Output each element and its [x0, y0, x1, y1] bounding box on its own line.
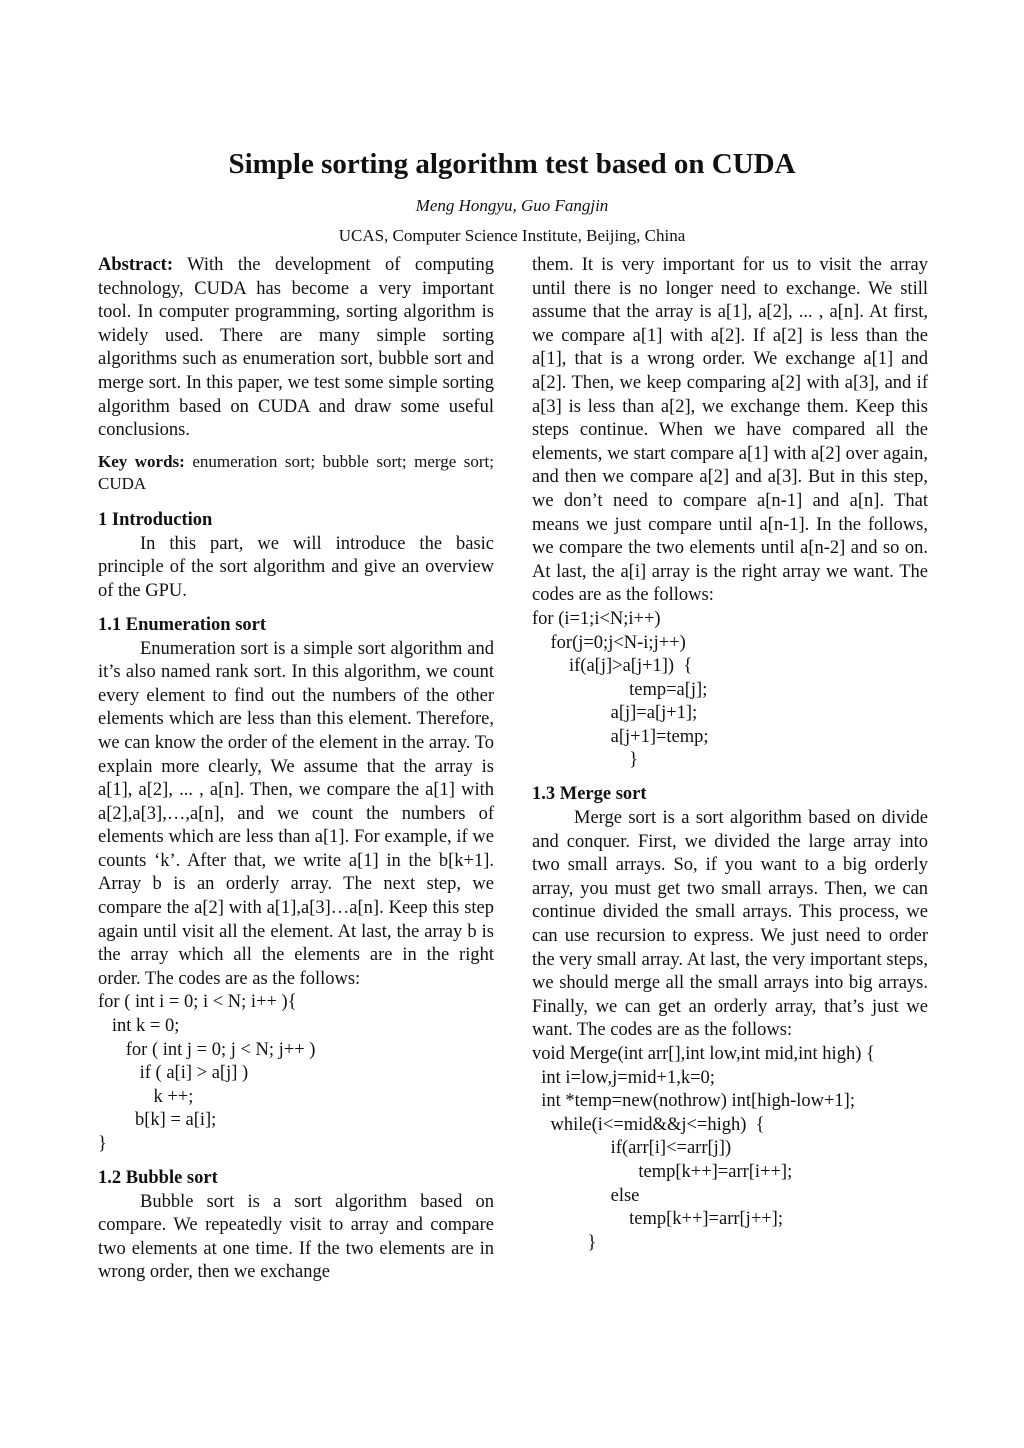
- code-line: if ( a[i] > a[j] ): [98, 1063, 249, 1084]
- code-line: temp=a[j];: [532, 679, 708, 700]
- abstract-paragraph: [98, 254, 494, 443]
- code-line: if(arr[i]<=arr[j]): [532, 1138, 732, 1159]
- code-line: temp[k++]=arr[i++];: [532, 1161, 793, 1182]
- code-line: for(j=0;j<N-i;j++): [532, 632, 686, 653]
- section-heading-introduction: 1 Introduction: [98, 509, 213, 530]
- bubble-code-block: [532, 608, 928, 773]
- code-line: for ( int j = 0; j < N; j++ ): [98, 1039, 316, 1060]
- right-column: [532, 254, 928, 1255]
- abstract-label: Abstract:: [98, 255, 174, 275]
- keywords-text: enumeration sort; bubble sort; merge sort; CUDA: [98, 451, 494, 493]
- code-line: void Merge(int arr[],int low,int mid,int high) {: [532, 1044, 875, 1064]
- code-line: temp[k++]=arr[j++];: [532, 1209, 783, 1230]
- enumeration-sort-text: Enumeration sort is a simple sort algorithm and it’s also named rank sort. In this algorithm, we count every element to find out the numbers of the other elements which are less than this element. Therefore, we can know the order of the element in the array. To explain more clearly, We assume that the array is a[1], a[2], ... , a[n]. Then, we compare the a[1] with a[2],a[3],…,a[n], and we count the numbers of elements which are less than a[1]. For example, if we counts ‘k’. After that, we write a[1] in the b[k+1]. Array b is an orderly array. The next step, we compare the a[2] with a[1],a[3]…a[n]. Keep this step again until visit all the element. At last, the array b is the array which all the elements are in the right order. The codes are as the follows:: [98, 638, 494, 989]
- code-line: while(i<=mid&&j<=high) {: [532, 1114, 765, 1135]
- merge-code-block: [532, 1043, 928, 1255]
- paper-affiliation: UCAS, Computer Science Institute, Beijing, China: [338, 226, 686, 245]
- code-line: int i=low,j=mid+1,k=0;: [532, 1067, 715, 1088]
- code-line: b[k] = a[i];: [98, 1110, 217, 1131]
- introduction-text: In this part, we will introduce the basic principle of the sort algorithm and give an overview of the GPU.: [98, 533, 494, 601]
- code-line: k ++;: [98, 1086, 194, 1107]
- bubble-sort-text: Bubble sort is a sort algorithm based on compare. We repeatedly visit to array and compare two elements at one time. If the two elements are in wrong order, then we exchange: [98, 1191, 494, 1283]
- code-line: }: [532, 750, 639, 771]
- code-line: }: [98, 1134, 107, 1154]
- section-heading-bubble-sort: 1.2 Bubble sort: [98, 1167, 218, 1188]
- code-line: a[j]=a[j+1];: [532, 703, 698, 724]
- enumeration-code-block: [98, 991, 494, 1156]
- code-line: for (i=1;i<N;i++): [532, 608, 661, 629]
- code-line: if(a[j]>a[j+1]) {: [532, 656, 693, 677]
- paper-authors: Meng Hongyu, Guo Fangjin: [415, 196, 609, 215]
- abstract-text: With the development of computing technology, CUDA has become a very important tool. In computer programming, sorting algorithm is widely used. There are many simple sorting algorithms such as enumeration sort, bubble sort and merge sort. In this paper, we test some simple sorting algorithm based on CUDA and draw some useful conclusions.: [98, 255, 494, 441]
- section-heading-enumeration-sort: 1.1 Enumeration sort: [98, 614, 267, 635]
- bubble-sort-text-continued: them. It is very important for us to visit the array until there is no longer need to exchange. We still assume that the array is a[1], a[2], ... , a[n]. At first, we compare a[1] with a[2]. If a[2] is less than the a[1], that is a wrong order. We exchange a[1] and a[2]. Then, we keep comparing a[2] with a[3], and if a[3] is less than a[2], we exchange them. Keep this steps continue. When we have compared all the elements, we start compare a[1] with a[2] over again, and then we compare a[2] and a[3]. But in this step, we don’t need to compare a[n-1] and a[n]. That means we just compare until a[n-1]. In the follows, we compare the two elements until a[n-2] and so on. At last, the a[i] array is the right array we want. The codes are as the follows:: [532, 255, 928, 606]
- code-line: a[j+1]=temp;: [532, 726, 709, 747]
- code-line: int k = 0;: [98, 1016, 180, 1037]
- code-line: }: [532, 1232, 597, 1253]
- code-line: else: [532, 1185, 640, 1206]
- keywords-label: Key words:: [98, 451, 185, 471]
- merge-sort-text: Merge sort is a sort algorithm based on divide and conquer. First, we divided the large array into two small arrays. So, if you want to a big orderly array, you must get two small arrays. Then, we can continue divided the small arrays. This process, we can use recursion to express. We just need to order the very small array. At last, the very important steps, we should merge all the small arrays into big arrays. Finally, we can get an orderly array, that’s just we want. The codes are as the follows:: [532, 808, 928, 1041]
- paper-title: Simple sorting algorithm test based on CUDA: [228, 148, 796, 180]
- left-column: [98, 254, 494, 1285]
- section-heading-merge-sort: 1.3 Merge sort: [532, 784, 647, 805]
- code-line: int *temp=new(nothrow) int[high-low+1];: [532, 1091, 855, 1112]
- keywords-paragraph: [98, 451, 494, 495]
- code-line: for ( int i = 0; i < N; i++ ){: [98, 992, 297, 1013]
